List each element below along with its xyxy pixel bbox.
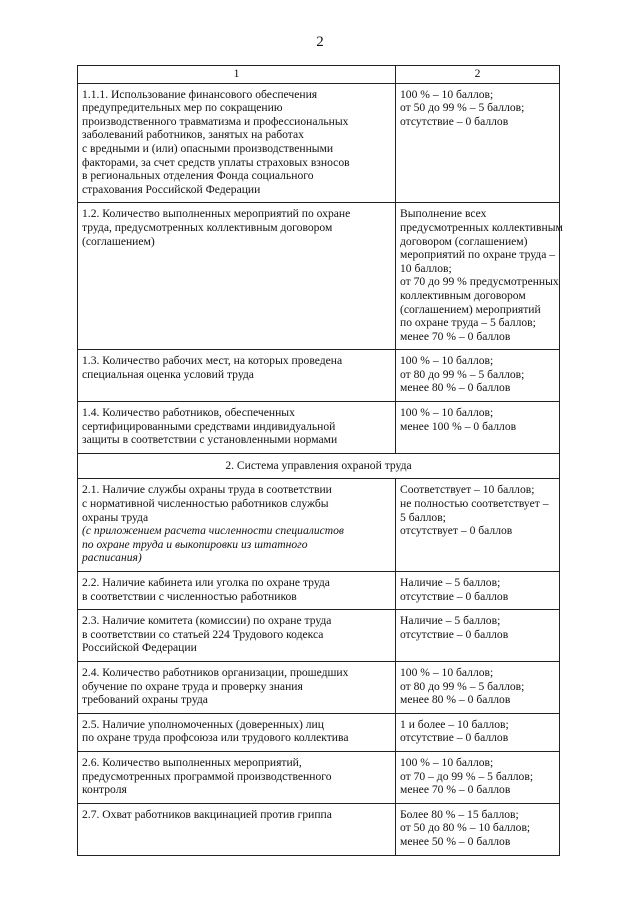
- cell-text-line: факторами, за счет средств уплаты страховых взносов: [82, 155, 350, 169]
- table-row: [78, 479, 560, 572]
- cell-text-line: контроля: [82, 783, 127, 797]
- cell-text-line: по охране труда и выкопировки из штатного: [82, 537, 308, 551]
- cell-text-line: в соответствии со статьей 224 Трудового кодекса: [82, 627, 324, 641]
- table-row: [78, 572, 560, 610]
- cell-text-line: (соглашением): [82, 234, 155, 248]
- score-cell: [396, 610, 560, 662]
- score-cell: [396, 402, 560, 454]
- header-col-2: 2: [396, 66, 560, 84]
- table-row: [78, 83, 560, 203]
- cell-text-line: 100 % – 10 баллов;: [400, 406, 494, 420]
- criterion-cell: [78, 479, 396, 572]
- cell-text-line: 10 баллов;: [400, 261, 452, 275]
- cell-text-line: отсутствует – 0 баллов: [400, 524, 513, 538]
- score-cell: [396, 661, 560, 713]
- score-cell: [396, 203, 563, 350]
- table-header-row: [78, 66, 560, 84]
- table-row: [78, 713, 560, 751]
- cell-text-line: мероприятий по охране труда –: [400, 248, 556, 262]
- page-number: 2: [316, 34, 324, 50]
- cell-text-line: 2.2. Наличие кабинета или уголка по охране труда: [82, 576, 330, 589]
- cell-text-line: (с приложением расчета численности специалистов: [82, 524, 344, 538]
- cell-text-line: с вредными и (или) опасными производственными: [82, 141, 334, 155]
- cell-text-line: предупредительных мер по сокращению: [82, 101, 283, 115]
- table-row: [78, 661, 560, 713]
- cell-text-line: по охране труда – 5 баллов;: [400, 316, 536, 330]
- table-row: [78, 203, 560, 350]
- score-cell: [396, 350, 560, 402]
- cell-text-line: (соглашением) мероприятий: [400, 302, 541, 316]
- section-heading: 2. Система управления охраной труда: [78, 453, 560, 479]
- table-body: [78, 83, 563, 855]
- section-heading-row: [78, 453, 560, 479]
- cell-text-line: 1.3. Количество рабочих мест, на которых проведена: [82, 354, 343, 368]
- criterion-cell: [78, 203, 396, 350]
- criterion-cell: [78, 661, 396, 713]
- cell-text-line: от 70 до 99 % предусмотренных: [400, 275, 559, 289]
- table-row: [78, 751, 560, 803]
- cell-text-line: от 70 – до 99 % – 5 баллов;: [400, 769, 534, 783]
- cell-text-line: 100 % – 10 баллов;: [400, 665, 494, 679]
- cell-text-line: Более 80 % – 15 баллов;: [400, 807, 519, 821]
- cell-text-line: с нормативной численностью работников службы: [82, 497, 329, 511]
- cell-text-line: по охране труда профсоюза или трудового коллектива: [82, 731, 349, 745]
- cell-text-line: не полностью соответствует –: [400, 497, 549, 511]
- table-row: [78, 610, 560, 662]
- cell-text-line: от 80 до 99 % – 5 баллов;: [400, 679, 525, 693]
- cell-text-line: Наличие – 5 баллов;: [400, 614, 501, 628]
- cell-text-line: 2.1. Наличие службы охраны труда в соответствии: [82, 483, 332, 497]
- score-cell: [396, 479, 560, 572]
- cell-text-line: 2.5. Наличие уполномоченных (доверенных) лиц: [82, 717, 324, 731]
- cell-text-line: 100 % – 10 баллов;: [400, 87, 494, 101]
- cell-text-line: отсутствие – 0 баллов: [400, 731, 509, 745]
- cell-text-line: от 50 до 99 % – 5 баллов;: [400, 101, 525, 115]
- table-row: [78, 803, 560, 855]
- score-cell: [396, 803, 560, 855]
- cell-text-line: специальная оценка условий труда: [82, 367, 254, 381]
- cell-text-line: предусмотренных программой производственного: [82, 769, 332, 783]
- cell-text-line: 5 баллов;: [400, 510, 446, 524]
- criterion-cell: [78, 751, 396, 803]
- cell-text-line: Соответствует – 10 баллов;: [400, 483, 535, 497]
- cell-text-line: охраны труда: [82, 510, 149, 524]
- cell-text-line: 1.4. Количество работников, обеспеченных: [82, 406, 295, 420]
- cell-text-line: отсутствие – 0 баллов: [400, 114, 509, 128]
- cell-text-line: труда, предусмотренных коллективным договором: [82, 220, 333, 234]
- cell-text-line: от 80 до 99 % – 5 баллов;: [400, 367, 525, 381]
- cell-text-line: от 50 до 80 % – 10 баллов;: [400, 821, 531, 835]
- cell-text-line: обучение по охране труда и проверку знания: [82, 679, 303, 693]
- cell-text-line: 1.1.1. Использование финансового обеспечения: [82, 87, 318, 101]
- table-row: [78, 402, 560, 454]
- criterion-cell: [78, 350, 396, 402]
- cell-text-line: коллективным договором: [400, 288, 526, 302]
- criterion-cell: [78, 572, 396, 610]
- cell-text-line: 2.4. Количество работников организации, прошедших: [82, 665, 349, 679]
- cell-text-line: отсутствие – 0 баллов: [400, 627, 509, 641]
- cell-text-line: 1 и более – 10 баллов;: [400, 717, 509, 731]
- cell-text-line: менее 80 % – 0 баллов: [400, 381, 511, 395]
- cell-text-line: предусмотренных коллективным: [400, 220, 563, 234]
- criterion-cell: [78, 402, 396, 454]
- cell-text-line: 100 % – 10 баллов;: [400, 354, 494, 368]
- cell-text-line: защиты в соответствии с установленными нормами: [82, 433, 338, 447]
- cell-text-line: страхования Российской Федерации: [82, 182, 261, 196]
- cell-text-line: менее 70 % – 0 баллов: [400, 329, 511, 343]
- score-cell: [396, 713, 560, 751]
- cell-text-line: Выполнение всех: [400, 207, 487, 221]
- criterion-cell: [78, 83, 396, 203]
- criterion-cell: [78, 610, 396, 662]
- score-cell: [396, 572, 560, 610]
- table-row: [78, 350, 560, 402]
- cell-text-line: сертифицированными средствами индивидуальной: [82, 419, 336, 433]
- cell-text-line: производственного травматизма и профессиональных: [82, 114, 349, 128]
- cell-text-line: менее 70 % – 0 баллов: [400, 783, 511, 797]
- score-cell: [396, 83, 560, 203]
- cell-text-line: менее 100 % – 0 баллов: [400, 419, 517, 433]
- cell-text-line: менее 50 % – 0 баллов: [400, 834, 511, 848]
- cell-text-line: расписания): [82, 551, 142, 565]
- criteria-table: [77, 65, 563, 856]
- cell-text-line: 100 % – 10 баллов;: [400, 755, 494, 769]
- cell-text-line: 2.6. Количество выполненных мероприятий,: [82, 755, 302, 769]
- cell-text-line: 2.3. Наличие комитета (комиссии) по охране труда: [82, 614, 332, 628]
- cell-text-line: в соответствии с численностью работников: [82, 589, 297, 603]
- criterion-cell: [78, 803, 396, 855]
- score-cell: [396, 751, 560, 803]
- criterion-cell: [78, 713, 396, 751]
- cell-text-line: отсутствие – 0 баллов: [400, 589, 509, 603]
- cell-text-line: 2.7. Охват работников вакцинацией против гриппа: [82, 807, 332, 821]
- cell-text-line: менее 80 % – 0 баллов: [400, 693, 511, 707]
- header-col-1: 1: [78, 66, 396, 84]
- cell-text-line: в региональных отделения Фонда социального: [82, 169, 314, 183]
- cell-text-line: договором (соглашением): [400, 234, 528, 248]
- cell-text-line: 1.2. Количество выполненных мероприятий по охране: [82, 207, 351, 221]
- cell-text-line: заболеваний работников, занятых на работах: [82, 128, 304, 142]
- cell-text-line: Наличие – 5 баллов;: [400, 576, 501, 589]
- cell-text-line: требований охраны труда: [82, 693, 208, 707]
- cell-text-line: Российской Федерации: [82, 641, 197, 655]
